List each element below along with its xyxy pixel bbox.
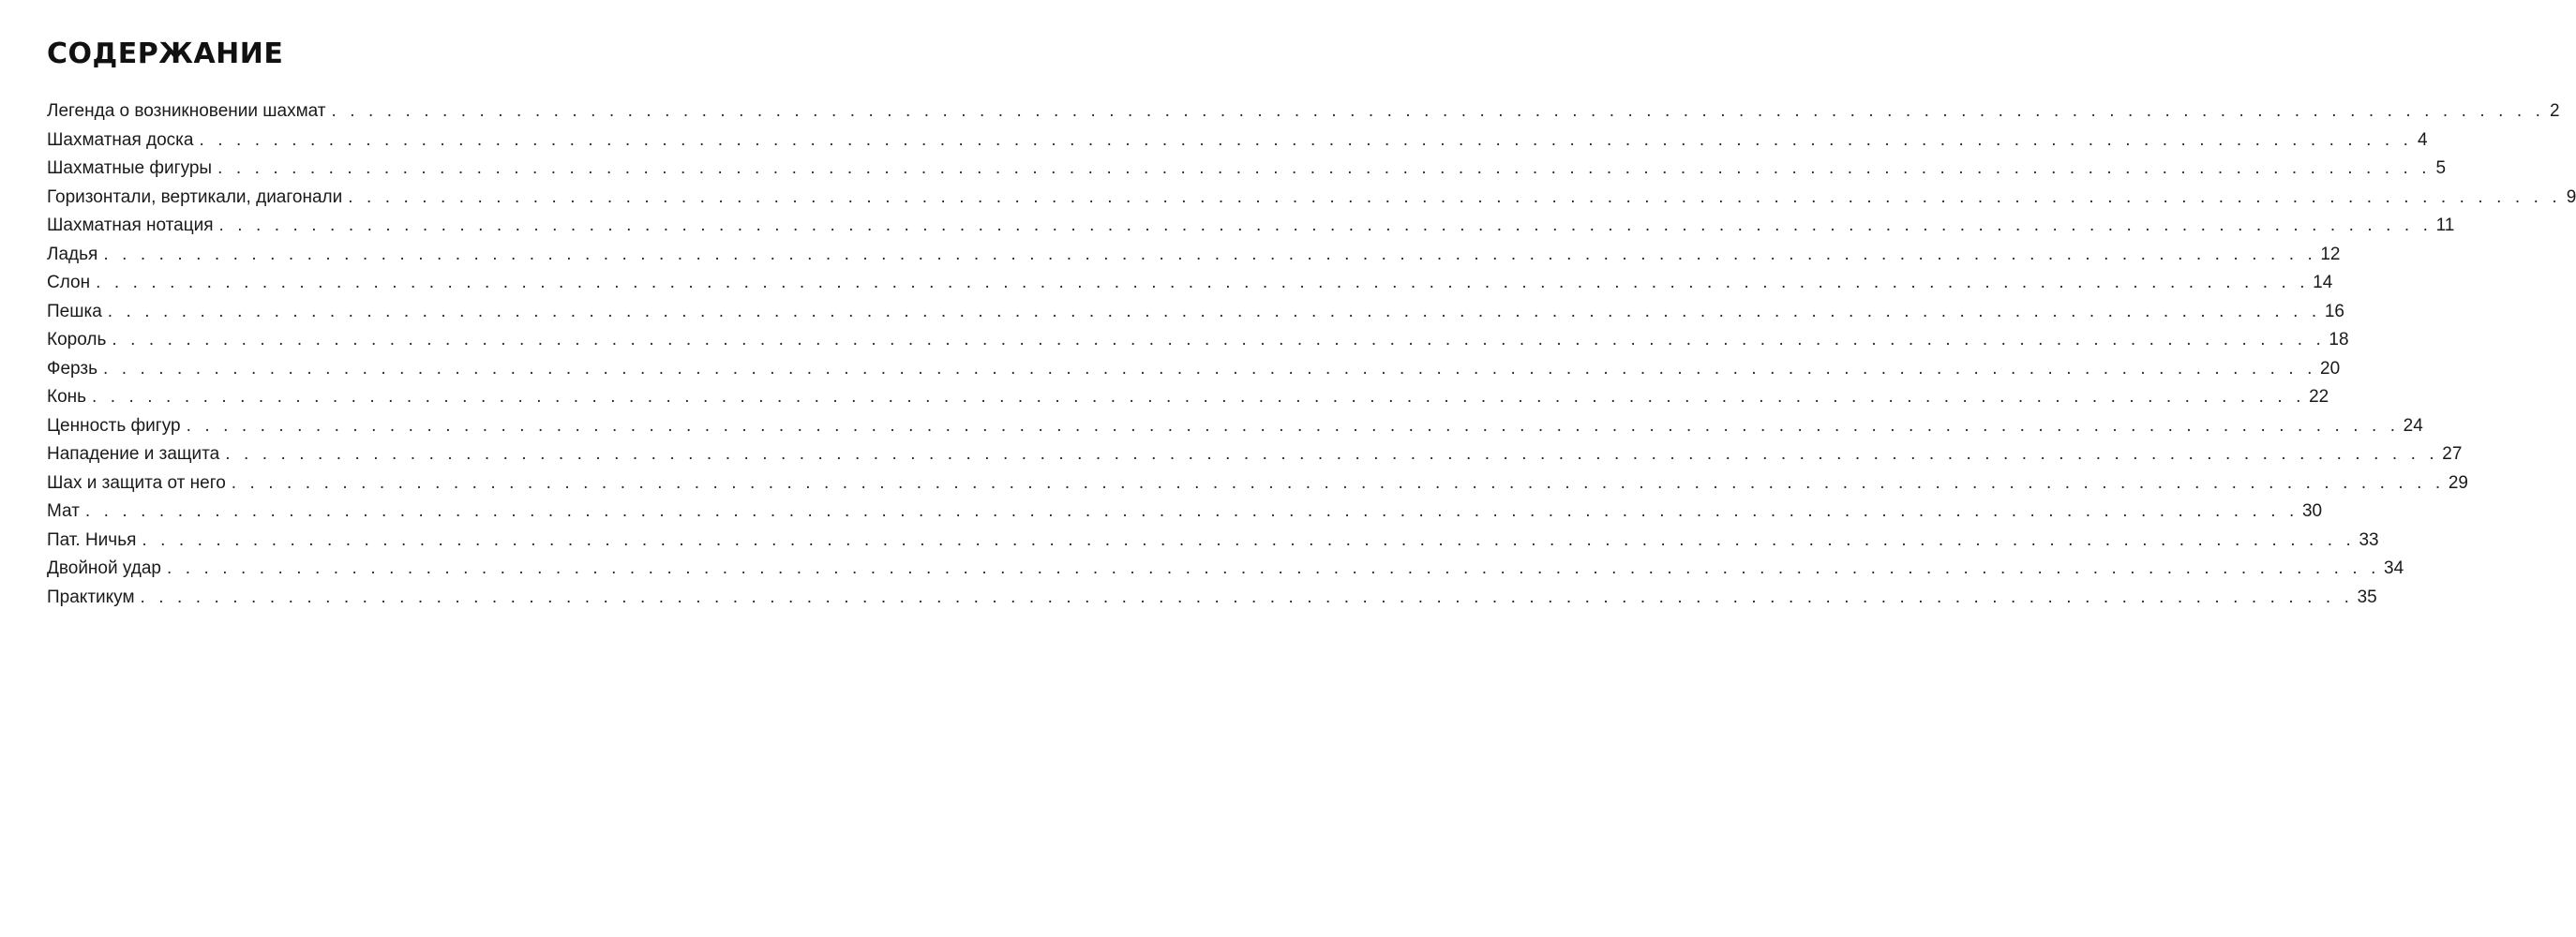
toc-entry-title: Шахматные фигуры xyxy=(47,158,213,178)
toc-entry-page-number: 22 xyxy=(2309,387,2329,407)
toc-entry-page-number: 18 xyxy=(2329,330,2349,350)
toc-entry[interactable] xyxy=(47,241,2341,270)
toc-entry-title: Ладья xyxy=(47,244,98,264)
dot-leader: . . . . . . . . . . . . . . . . . . . . . . . . . . . . . . . . . . . . . . . . . . . . . . . . . . . . . . . . . . . . . . . . . . . . . . . . . . . . . . . . . . . . . . . . . . . . . . . . . . . . . . . . . . . . . . . . . . . . . . . . xyxy=(107,301,2321,321)
dot-leader: . . . . . . . . . . . . . . . . . . . . . . . . . . . . . . . . . . . . . . . . . . . . . . . . . . . . . . . . . . . . . . . . . . . . . . . . . . . . . . . . . . . . . . . . . . . . . . . . . . . . . . . . . . . . . . . . . . . . . . . . xyxy=(140,587,2354,607)
toc-entry-page-number: 30 xyxy=(2301,501,2323,521)
toc-entry-page-number: 34 xyxy=(2384,558,2404,578)
dot-leader: . . . . . . . . . . . . . . . . . . . . . . . . . . . . . . . . . . . . . . . . . . . . . . . . . . . . . . . . . . . . . . . . . . . . . . . . . . . . . . . . . . . . . . . . . . . . . . . . . . . . . . . . . . . . . . . . . . . . . . . . xyxy=(102,358,2317,379)
toc-entry[interactable] xyxy=(47,269,2333,298)
toc-entry-title: Мат xyxy=(47,501,80,521)
dot-leader: . . . . . . . . . . . . . . . . . . . . . . . . . . . . . . . . . . . . . . . . . . . . . . . . . . . . . . . . . . . . . . . . . . . . . . . . . . . . . . . . . . . . . . . . . . . . . . . . . . . . . . . . . . . . . . . . . . . . . . . . xyxy=(186,415,2400,436)
dot-leader: . . . . . . . . . . . . . . . . . . . . . . . . . . . . . . . . . . . . . . . . . . . . . . . . . . . . . . . . . . . . . . . . . . . . . . . . . . . . . . . . . . . . . . . . . . . . . . . . . . . . . . . . . . . . . . . . . . . . . . . . xyxy=(218,216,2433,235)
toc-entry[interactable] xyxy=(47,527,2379,556)
dot-leader: . . . . . . . . . . . . . . . . . . . . . . . . . . . . . . . . . . . . . . . . . . . . . . . . . . . . . . . . . . . . . . . . . . . . . . . . . . . . . . . . . . . . . . . . . . . . . . . . . . . . . . . . . . . . . . . . . . . . . . . . xyxy=(217,158,2432,178)
page-title: СОДЕРЖАНИЕ xyxy=(47,37,284,70)
toc-entry[interactable] xyxy=(47,184,2576,213)
toc-entry-page-number: 2 xyxy=(2549,101,2560,121)
toc-entry-page-number: 35 xyxy=(2357,587,2377,607)
toc-entry-title: Шахматная доска xyxy=(47,129,194,150)
toc-entry-page-number: 4 xyxy=(2417,129,2428,150)
toc-entry-page-number: 24 xyxy=(2403,415,2423,436)
toc-entry-page-number: 27 xyxy=(2442,444,2463,464)
toc-entry-title: Практикум xyxy=(47,587,135,607)
toc-entry-page-number: 14 xyxy=(2313,273,2333,292)
toc-entry-page-number: 9 xyxy=(2566,186,2576,207)
toc-entry[interactable] xyxy=(47,555,2404,584)
toc-entry-title: Конь xyxy=(47,387,87,407)
toc-entry-title: Легенда о возникновении шахмат xyxy=(47,101,326,121)
dot-leader: . . . . . . . . . . . . . . . . . . . . . . . . . . . . . . . . . . . . . . . . . . . . . . . . . . . . . . . . . . . . . . . . . . . . . . . . . . . . . . . . . . . . . . . . . . . . . . . . . . . . . . . . . . . . . . . . . . . . . . . . xyxy=(348,186,2562,207)
toc-entry-page-number: 11 xyxy=(2435,216,2455,235)
toc-entry-title: Слон xyxy=(47,273,91,292)
toc-entry-title: Шахматная нотация xyxy=(47,216,214,235)
dot-leader: . . . . . . . . . . . . . . . . . . . . . . . . . . . . . . . . . . . . . . . . . . . . . . . . . . . . . . . . . . . . . . . . . . . . . . . . . . . . . . . . . . . . . . . . . . . . . . . . . . . . . . . . . . . . . . . . . . . . . . . . xyxy=(112,330,2326,350)
toc-list xyxy=(47,97,2576,612)
toc-entry-title: Пат. Ничья xyxy=(47,529,137,550)
toc-entry[interactable] xyxy=(47,498,2323,527)
toc-entry-page-number: 5 xyxy=(2435,158,2447,178)
dot-leader: . . . . . . . . . . . . . . . . . . . . . . . . . . . . . . . . . . . . . . . . . . . . . . . . . . . . . . . . . . . . . . . . . . . . . . . . . . . . . . . . . . . . . . . . . . . . . . . . . . . . . . . . . . . . . . . . . . . . . . . . xyxy=(225,444,2439,464)
dot-leader: . . . . . . . . . . . . . . . . . . . . . . . . . . . . . . . . . . . . . . . . . . . . . . . . . . . . . . . . . . . . . . . . . . . . . . . . . . . . . . . . . . . . . . . . . . . . . . . . . . . . . . . . . . . . . . . . . . . . . . . . xyxy=(96,273,2310,292)
dot-leader: . . . . . . . . . . . . . . . . . . . . . . . . . . . . . . . . . . . . . . . . . . . . . . . . . . . . . . . . . . . . . . . . . . . . . . . . . . . . . . . . . . . . . . . . . . . . . . . . . . . . . . . . . . . . . . . . . . . . . . . . xyxy=(84,501,2299,521)
toc-entry-title: Ценность фигур xyxy=(47,415,181,436)
toc-entry[interactable] xyxy=(47,126,2428,156)
toc-entry[interactable] xyxy=(47,155,2447,184)
toc-entry[interactable] xyxy=(47,212,2455,241)
dot-leader: . . . . . . . . . . . . . . . . . . . . . . . . . . . . . . . . . . . . . . . . . . . . . . . . . . . . . . . . . . . . . . . . . . . . . . . . . . . . . . . . . . . . . . . . . . . . . . . . . . . . . . . . . . . . . . . . . . . . . . . . xyxy=(231,472,2445,493)
toc-entry-page-number: 33 xyxy=(2359,529,2379,550)
toc-entry[interactable] xyxy=(47,355,2341,384)
toc-entry-page-number: 20 xyxy=(2320,358,2341,379)
dot-leader: . . . . . . . . . . . . . . . . . . . . . . . . . . . . . . . . . . . . . . . . . . . . . . . . . . . . . . . . . . . . . . . . . . . . . . . . . . . . . . . . . . . . . . . . . . . . . . . . . . . . . . . . . . . . . . . . . . . . . . . . xyxy=(166,558,2381,578)
dot-leader: . . . . . . . . . . . . . . . . . . . . . . . . . . . . . . . . . . . . . . . . . . . . . . . . . . . . . . . . . . . . . . . . . . . . . . . . . . . . . . . . . . . . . . . . . . . . . . . . . . . . . . . . . . . . . . . . . . . . . . . . xyxy=(142,529,2356,550)
toc-entry[interactable] xyxy=(47,326,2349,355)
toc-entry[interactable] xyxy=(47,440,2463,469)
toc-page xyxy=(47,36,2576,612)
toc-entry-title: Шах и защита от него xyxy=(47,472,226,493)
dot-leader: . . . . . . . . . . . . . . . . . . . . . . . . . . . . . . . . . . . . . . . . . . . . . . . . . . . . . . . . . . . . . . . . . . . . . . . . . . . . . . . . . . . . . . . . . . . . . . . . . . . . . . . . . . . . . . . . . . . . . . . . xyxy=(199,129,2413,150)
toc-entry[interactable] xyxy=(47,383,2329,412)
dot-leader: . . . . . . . . . . . . . . . . . . . . . . . . . . . . . . . . . . . . . . . . . . . . . . . . . . . . . . . . . . . . . . . . . . . . . . . . . . . . . . . . . . . . . . . . . . . . . . . . . . . . . . . . . . . . . . . . . . . . . . . . xyxy=(103,244,2317,264)
toc-entry-title: Двойной удар xyxy=(47,558,161,578)
dot-leader: . . . . . . . . . . . . . . . . . . . . . . . . . . . . . . . . . . . . . . . . . . . . . . . . . . . . . . . . . . . . . . . . . . . . . . . . . . . . . . . . . . . . . . . . . . . . . . . . . . . . . . . . . . . . . . . . . . . . . . . . xyxy=(92,387,2306,407)
toc-entry[interactable] xyxy=(47,298,2344,327)
toc-entry[interactable] xyxy=(47,97,2560,126)
toc-entry-title: Горизонтали, вертикали, диагонали xyxy=(47,186,343,207)
toc-entry[interactable] xyxy=(47,584,2377,613)
toc-entry[interactable] xyxy=(47,469,2468,498)
toc-entry-page-number: 16 xyxy=(2324,301,2344,321)
toc-entry-title: Ферзь xyxy=(47,358,97,379)
toc-entry-title: Нападение и защита xyxy=(47,444,220,464)
toc-entry-title: Король xyxy=(47,330,107,350)
dot-leader: . . . . . . . . . . . . . . . . . . . . . . . . . . . . . . . . . . . . . . . . . . . . . . . . . . . . . . . . . . . . . . . . . . . . . . . . . . . . . . . . . . . . . . . . . . . . . . . . . . . . . . . . . . . . . . . . . . . . . . . . xyxy=(331,101,2545,121)
toc-entry-page-number: 29 xyxy=(2448,472,2468,493)
toc-entry-page-number: 12 xyxy=(2320,244,2341,264)
toc-entry[interactable] xyxy=(47,412,2423,441)
toc-entry-title: Пешка xyxy=(47,301,102,321)
